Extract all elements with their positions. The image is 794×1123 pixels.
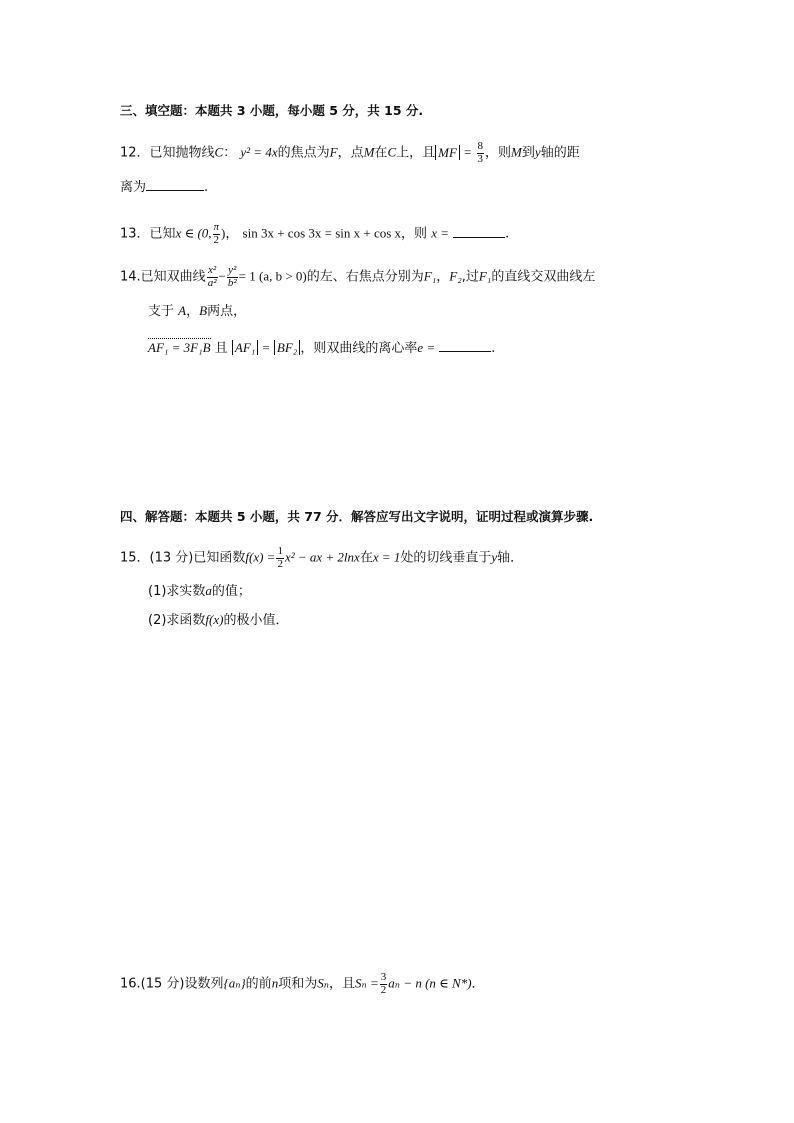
q15-rest: x² − ax + 2lnx — [284, 549, 360, 565]
q15-p2-f: f(x) — [205, 612, 224, 627]
q16-sn: Sₙ — [317, 975, 329, 991]
q12-var-c: C — [214, 144, 224, 160]
q16-fraction — [380, 972, 388, 996]
q12-end: . — [204, 180, 209, 195]
q13-pi: π — [213, 221, 220, 233]
q16-an: {aₙ} — [223, 975, 246, 991]
q14-text-3: 的直线交双曲线左 — [491, 269, 596, 285]
q12-colon: ： — [223, 145, 237, 161]
question-15 — [120, 546, 523, 570]
q12-text-3: 在 — [374, 145, 388, 161]
q16-end: ． — [471, 976, 485, 992]
q12-text-2: ，点 — [337, 145, 364, 161]
q14-text-6: 且 — [214, 341, 228, 356]
q14-b: B — [199, 303, 208, 318]
question-16 — [120, 972, 485, 996]
q12-answer-blank[interactable] — [146, 178, 204, 191]
q12-var-f: F — [329, 144, 338, 160]
q13-end: . — [505, 226, 510, 242]
q14-text-5: 两点， — [207, 304, 247, 319]
q14-rhs: = 1 (a, b > 0) — [238, 268, 307, 284]
q12-label: 12．已知抛物线 — [120, 145, 215, 161]
q12-text-5: ，则 — [485, 145, 512, 161]
q13-cond-post: ) — [221, 225, 226, 241]
q12-abs-mf: MF — [435, 145, 460, 160]
q13-cond-pre: x ∈ (0, — [175, 225, 212, 241]
q13-two: 2 — [213, 233, 220, 246]
q14-a: A — [178, 303, 187, 318]
section-3-heading: 三、填空题：本题共 3 小题，每小题 5 分，共 15 分. — [120, 103, 424, 118]
q14-label: 14.已知双曲线 — [120, 269, 206, 285]
q15-text-2: 处的切线垂直于 — [400, 550, 492, 566]
q14-a2: a² — [207, 276, 217, 289]
q14-line2-text: 支于 — [148, 304, 175, 319]
q12-eq-sign: = — [464, 144, 472, 160]
q14-text-7: ，则双曲线的离心率 — [300, 341, 418, 356]
q12-frac-den: 3 — [477, 152, 484, 165]
q14-text-4: ， — [186, 304, 200, 319]
question-12-line-2 — [120, 178, 208, 194]
q16-text-1: 的前 — [245, 976, 272, 992]
q15-half-num: 1 — [277, 545, 283, 557]
q12-line2-text: 离为 — [120, 180, 147, 195]
q13-text-2: ，则 — [401, 226, 428, 242]
section-4-heading: 四、解答题：本题共 5 小题，共 77 分．解答应写出文字说明，证明过程或演算步骤. — [120, 509, 594, 524]
q14-f1: F₁ — [423, 268, 437, 284]
q12-var-m: M — [363, 144, 375, 160]
q16-frac-num: 3 — [380, 971, 387, 983]
q14-b2: b² — [227, 276, 237, 289]
q15-label: 15．(13 分)已知函数 — [120, 550, 246, 566]
q14-comma: ， — [436, 269, 450, 285]
q16-n: n — [271, 975, 279, 991]
q16-text-3: ，且 — [328, 976, 355, 992]
q12-frac-num: 8 — [477, 140, 484, 152]
q14-vector-expr: AF₁ = 3F₁B — [148, 340, 211, 355]
q12-fraction — [477, 141, 485, 165]
q15-p1-post: 的值； — [211, 584, 251, 599]
q14-answer-blank[interactable] — [439, 339, 491, 352]
q14-f2: F₂ — [449, 268, 462, 284]
q16-sn2: Sₙ = — [355, 975, 379, 991]
question-13 — [120, 222, 509, 246]
q13-pi-fraction — [213, 222, 221, 246]
question-14 — [120, 265, 595, 289]
q12-var-y: y — [534, 144, 541, 160]
q12-var-c2: C — [387, 144, 397, 160]
q16-label: 16.(15 分)设数列 — [120, 976, 224, 992]
q14-text-2: ,过 — [461, 269, 479, 285]
q16-frac-den: 2 — [380, 983, 387, 996]
q13-answer-blank[interactable] — [453, 225, 505, 238]
q15-p1-a: a — [205, 583, 212, 598]
q13-x: x = — [431, 225, 449, 241]
q15-text-1: 在 — [359, 550, 373, 566]
q14-x2: x² — [208, 264, 217, 276]
q14-f1b: F₁ — [478, 268, 492, 284]
q15-p1-pre: (1)求实数 — [148, 584, 206, 599]
q15-text-3: 轴． — [497, 550, 524, 566]
q15-half-fraction — [276, 546, 284, 570]
question-14-line-3 — [148, 339, 495, 355]
q12-text-7: 轴的距 — [540, 145, 580, 161]
q14-end: . — [491, 341, 496, 356]
question-15-part-2 — [148, 613, 288, 627]
q14-text-1: 的左、右焦点分别为 — [306, 269, 424, 285]
q15-x1: x = 1 — [372, 549, 401, 565]
q14-abs-af1: AF₁ — [232, 340, 258, 355]
q15-half-den: 2 — [277, 557, 283, 570]
q14-minus: − — [218, 268, 226, 284]
q14-abs-bf2: BF₂ — [274, 340, 300, 355]
q16-text-2: 项和为 — [278, 976, 318, 992]
q12-text-1: 的焦点为 — [277, 145, 330, 161]
q15-p2-pre: (2)求函数 — [148, 613, 206, 628]
q16-rest: aₙ − n (n ∈ N*) — [388, 975, 472, 991]
q13-text-1: ， — [225, 226, 239, 242]
q14-eq: = — [262, 340, 270, 355]
q15-p2-post: 的极小值． — [223, 613, 289, 628]
q12-parabola-eq: y² = 4x — [240, 144, 278, 160]
q14-e: e = — [417, 340, 436, 355]
question-15-part-1 — [148, 584, 251, 598]
q12-text-4: 上，且 — [396, 145, 436, 161]
question-12 — [120, 141, 580, 165]
q15-fx: f(x) = — [245, 549, 276, 565]
q14-y-fraction — [227, 265, 238, 289]
q15-y: y — [491, 549, 498, 565]
q13-label: 13．已知 — [120, 226, 176, 242]
question-14-line-2 — [148, 304, 246, 318]
q12-text-6: 到 — [521, 145, 535, 161]
q14-y2: y² — [228, 264, 237, 276]
q12-var-m2: M — [511, 144, 522, 160]
q14-x-fraction — [207, 265, 218, 289]
q13-equation: sin 3x + cos 3x = sin x + cos x — [242, 225, 402, 241]
